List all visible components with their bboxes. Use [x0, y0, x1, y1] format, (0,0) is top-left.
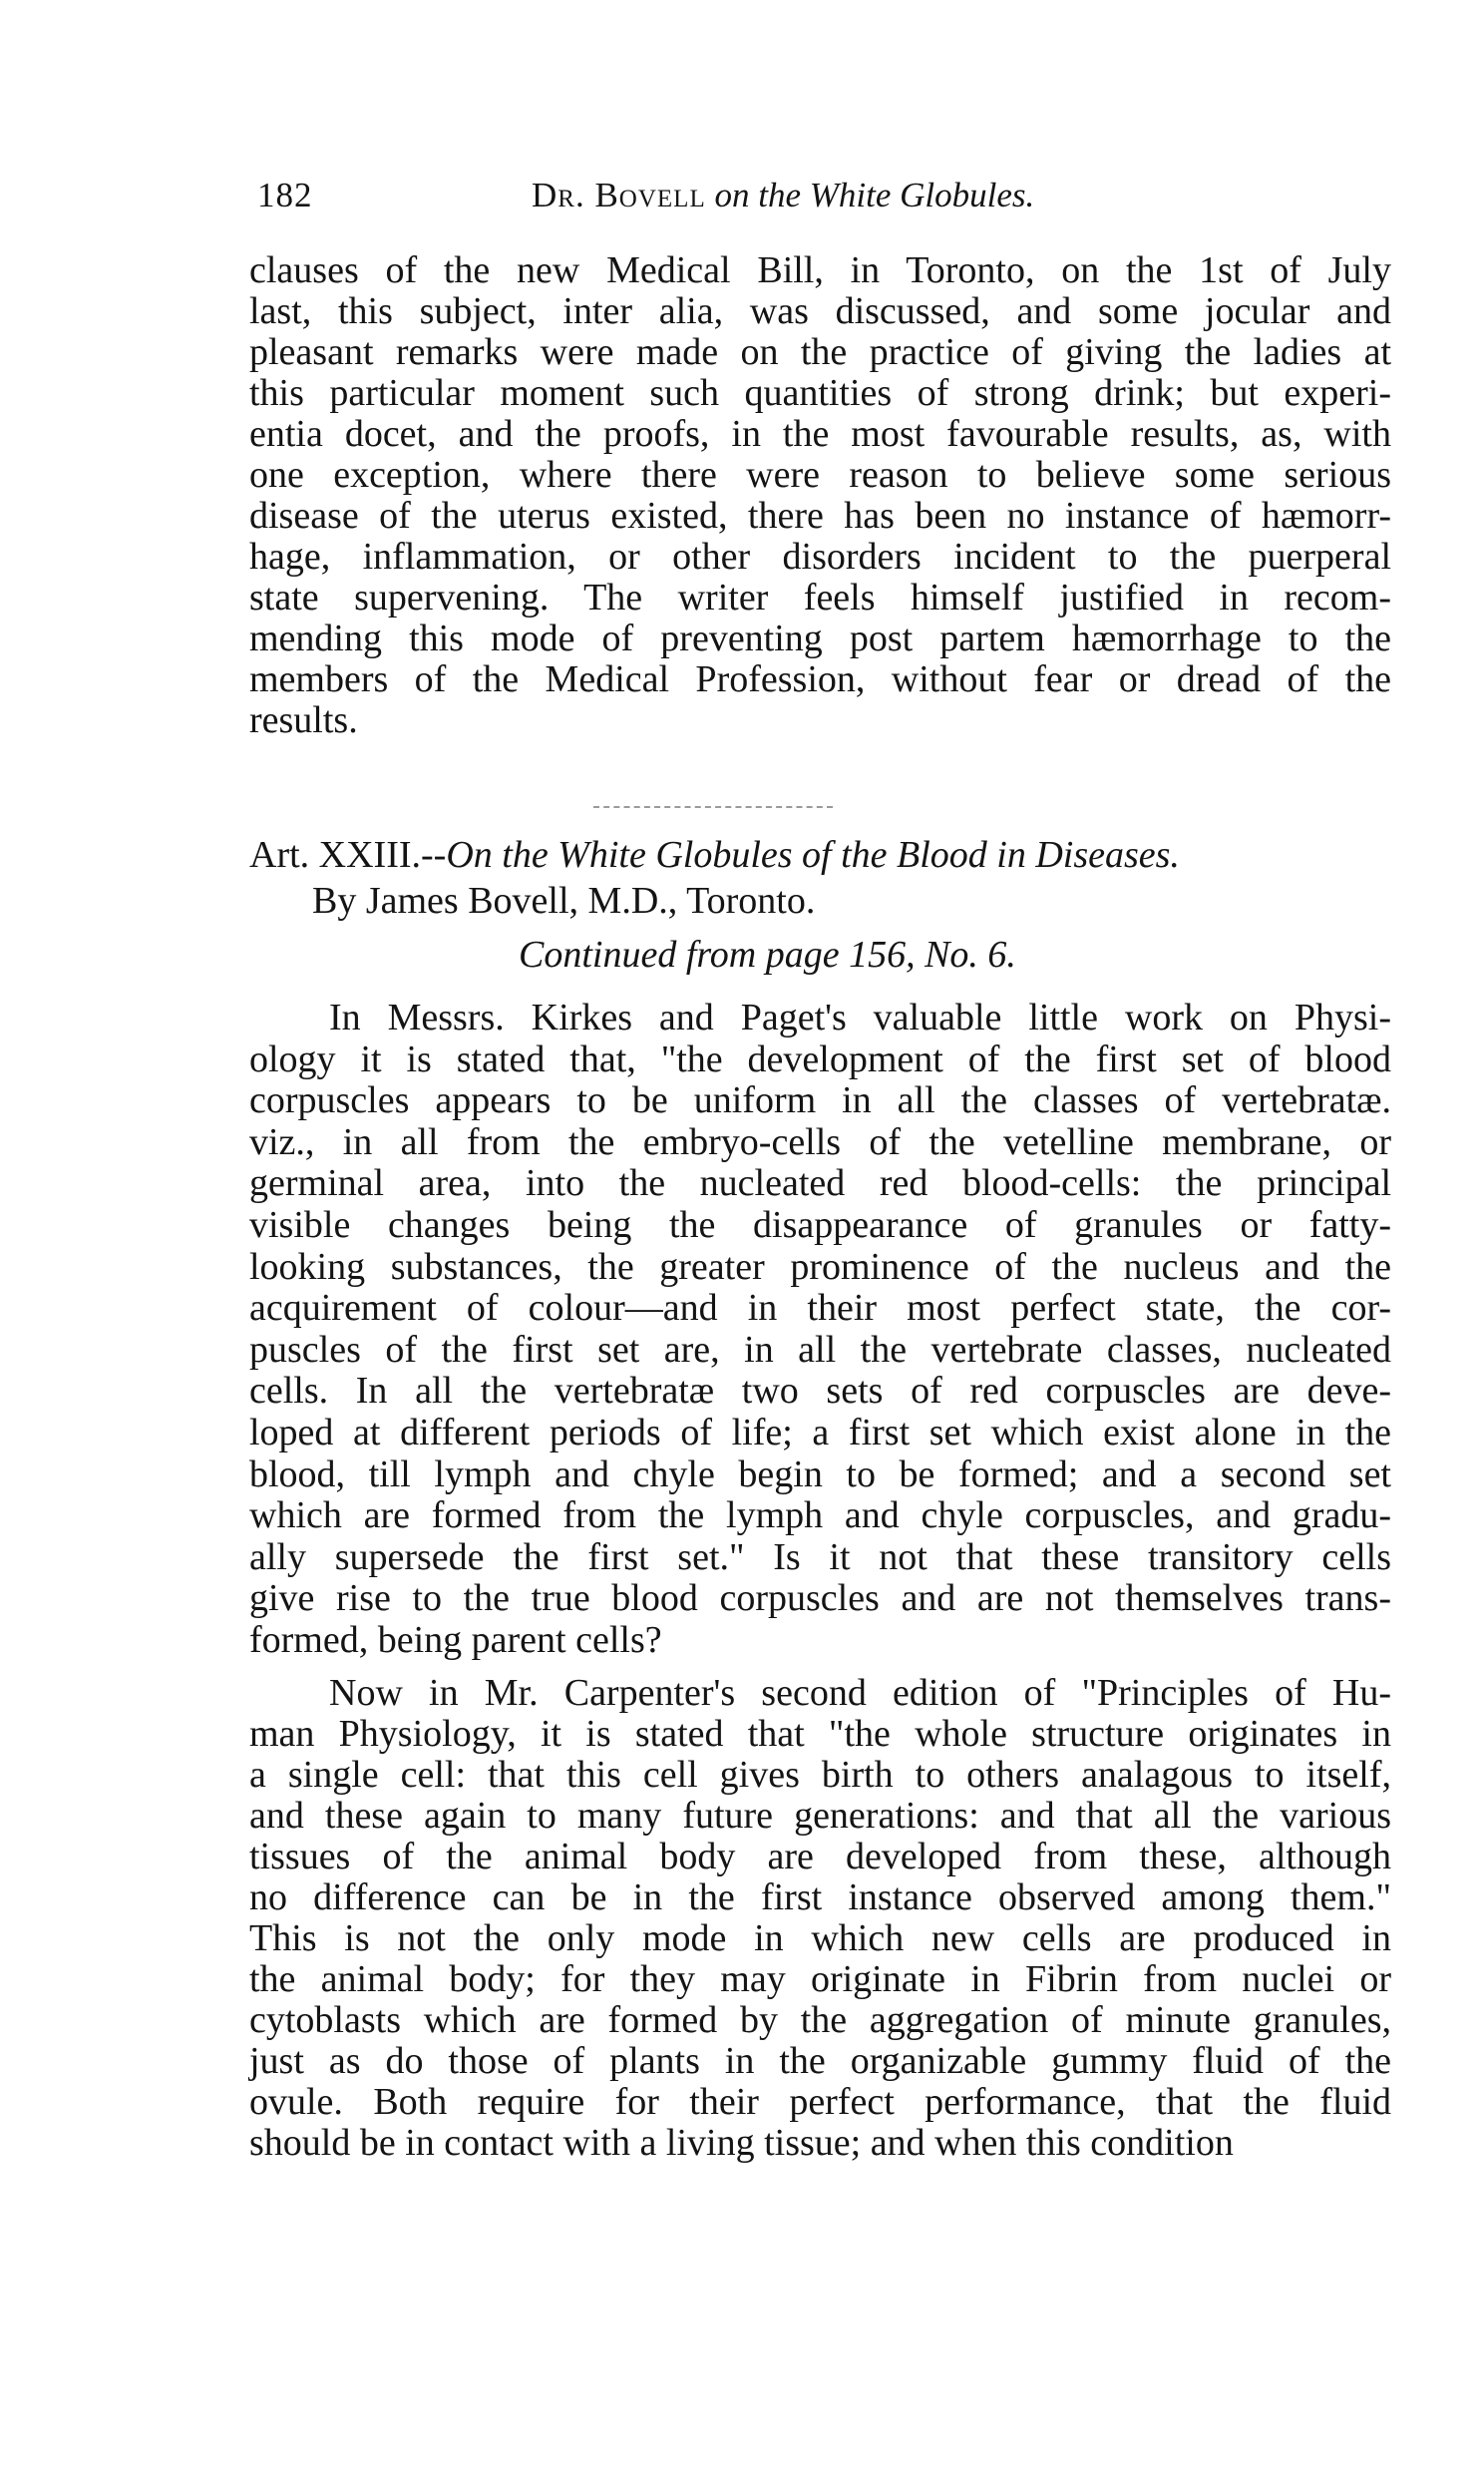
text-line: last, this subject, inter alia, was discussed, and some jocular and: [249, 290, 1391, 332]
text-line: clauses of the new Medical Bill, in Toronto, on the 1st of July: [249, 249, 1391, 291]
running-title: [532, 176, 1034, 215]
text-line: no difference can be in the first instance observed among them.": [249, 1876, 1391, 1918]
text-line: ovule. Both require for their perfect performance, that the fluid: [249, 2081, 1391, 2123]
continued-note: [519, 933, 1016, 977]
text-line: results.: [249, 699, 358, 741]
text-line: ology it is stated that, "the development of the first set of blood: [249, 1037, 1391, 1080]
text-line: hage, inflammation, or other disorders incident to the puerperal: [249, 536, 1391, 578]
text-line: cytoblasts which are formed by the aggregation of minute granules,: [249, 1999, 1391, 2041]
text-line: give rise to the true blood corpuscles and are not themselves trans-: [249, 1577, 1391, 1620]
text-line: cells. In all the vertebratæ two sets of red corpuscles are deve-: [249, 1370, 1391, 1413]
text-line: Now in Mr. Carpenter's second edition of "Principles of Hu-: [329, 1672, 1391, 1714]
continued-text: Continued from page 156, No. 6.: [519, 934, 1016, 976]
text-line: This is not the only mode in which new cells are produced in: [249, 1917, 1391, 1959]
text-line: man Physiology, it is stated that "the whole structure originates in: [249, 1713, 1391, 1755]
running-header: [257, 176, 1245, 225]
text-line: germinal area, into the nucleated red blood-cells: the principal: [249, 1162, 1391, 1205]
text-line: should be in contact with a living tissue; and when this condition: [249, 2122, 1234, 2164]
text-line: ally supersede the first set." Is it not that these transitory cells: [249, 1535, 1391, 1578]
paragraph-continued: [249, 250, 1391, 741]
text-line: this particular moment such quantities of strong drink; but experi-: [249, 372, 1391, 414]
byline-text: By James Bovell, M.D., Toronto.: [312, 880, 816, 922]
paragraph-carpenter: [249, 1673, 1391, 2164]
text-line: puscles of the first set are, in all the vertebrate classes, nucleated: [249, 1328, 1391, 1371]
text-line: which are formed from the lymph and chyle corpuscles, and gradu-: [249, 1494, 1391, 1537]
article-byline: [312, 879, 815, 923]
text-line: members of the Medical Profession, without fear or dread of the: [249, 658, 1391, 700]
page-number: 182: [257, 176, 313, 214]
text-line: one exception, where there were reason to believe some serious: [249, 454, 1391, 496]
text-line: acquirement of colour—and in their most perfect state, the cor-: [249, 1287, 1391, 1330]
text-line: pleasant remarks were made on the practice of giving the ladies at: [249, 331, 1391, 373]
article-number: Art. XXIII.--: [249, 834, 447, 876]
text-line: and these again to many future generations: and that all the various: [249, 1795, 1391, 1837]
article-title: On the White Globules of the Blood in Diseases.: [446, 834, 1180, 876]
text-line: formed, being parent cells?: [249, 1618, 662, 1661]
text-line: tissues of the animal body are developed from these, although: [249, 1836, 1391, 1877]
paragraph-kirkes-paget: [249, 998, 1391, 1662]
text-line: state supervening. The writer feels himself justified in recom-: [249, 577, 1391, 619]
section-divider: [593, 806, 833, 808]
text-line: corpuscles appears to be uniform in all the classes of vertebratæ.: [249, 1079, 1391, 1122]
article-heading: [249, 833, 1406, 877]
text-line: visible changes being the disappearance of granules or fatty-: [249, 1203, 1391, 1246]
running-title-author: Dr. Bovell: [532, 176, 706, 214]
text-line: the animal body; for they may originate in Fibrin from nuclei or: [249, 1958, 1391, 2000]
text-line: looking substances, the greater prominence of the nucleus and the: [249, 1245, 1391, 1288]
text-line: loped at different periods of life; a first set which exist alone in the: [249, 1411, 1391, 1453]
text-line: mending this mode of preventing post partem hæmorrhage to the: [249, 618, 1391, 659]
text-line: In Messrs. Kirkes and Paget's valuable little work on Physi-: [329, 997, 1391, 1038]
text-line: a single cell: that this cell gives birth to others analagous to itself,: [249, 1754, 1391, 1796]
text-line: just as do those of plants in the organizable gummy fluid of the: [249, 2040, 1391, 2082]
text-line: disease of the uterus existed, there has been no instance of hæmorr-: [249, 495, 1391, 537]
text-line: viz., in all from the embryo-cells of the vetelline membrane, or: [249, 1120, 1391, 1163]
running-title-subject: on the White Globules.: [714, 176, 1035, 214]
text-line: entia docet, and the proofs, in the most favourable results, as, with: [249, 413, 1391, 455]
text-line: blood, till lymph and chyle begin to be formed; and a second set: [249, 1452, 1391, 1495]
